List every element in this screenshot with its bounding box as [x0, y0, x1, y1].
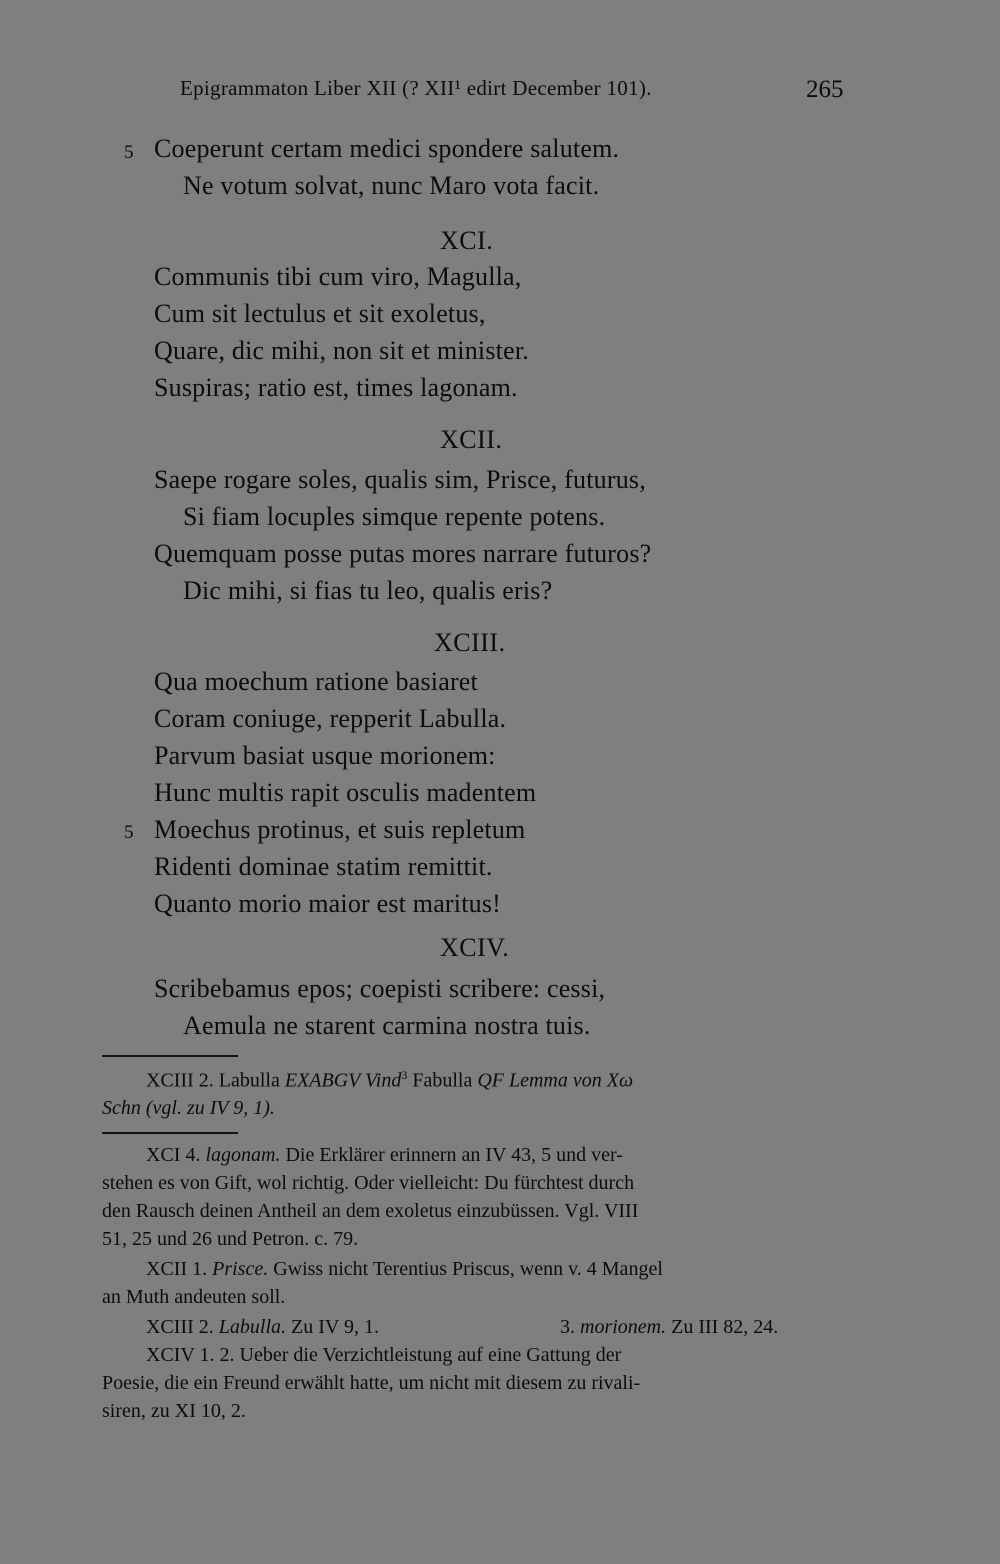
commentary-line — [146, 1258, 663, 1281]
page-number: 265 — [806, 76, 844, 103]
epigram-title: XCI. — [440, 226, 494, 255]
commentary-line: 51, 25 und 26 und Petron. c. 79. — [102, 1228, 359, 1250]
commentary-line: an Muth andeuten soll. — [102, 1286, 286, 1308]
commentary-line: XCIV 1. 2. Ueber die Verzichtleistung auf eine Gattung der — [146, 1344, 622, 1366]
superscript: 3 — [401, 1068, 408, 1082]
manuscript-sigla: EXABGV Vind — [284, 1069, 402, 1092]
verse-line: Parvum basiat usque morionem: — [154, 741, 496, 770]
commentary-line: Poesie, die ein Freund erwählt hatte, um nicht mit diesem zu rivali- — [102, 1372, 641, 1394]
verse-line: Moechus protinus, et suis repletum — [154, 815, 526, 844]
verse-line: Ne votum solvat, nunc Maro vota facit. — [183, 171, 600, 200]
line-number: 5 — [124, 142, 134, 163]
apparatus-line: Schn (vgl. zu IV 9, 1). — [102, 1097, 275, 1119]
verse-line: Quanto morio maior est maritus! — [154, 889, 502, 918]
epigram-title: XCIII. — [434, 628, 506, 657]
commentary-line: stehen es von Gift, wol richtig. Oder vielleicht: Du fürchtest durch — [102, 1172, 635, 1194]
verse-line: Saepe rogare soles, qualis sim, Prisce, futurus, — [154, 465, 646, 494]
commentary-line: siren, zu XI 10, 2. — [102, 1400, 246, 1422]
lemma: lagonam. — [205, 1144, 281, 1166]
commentary-line — [146, 1316, 379, 1339]
apparatus-text: Fabulla — [407, 1069, 478, 1092]
line-number: 5 — [124, 822, 134, 843]
verse-line: Dic mihi, si fias tu leo, qualis eris? — [183, 576, 553, 605]
commentary-line — [560, 1316, 778, 1339]
verse-line: Aemula ne starent carmina nostra tuis. — [183, 1011, 591, 1040]
apparatus-line — [146, 1068, 633, 1093]
lemma: Labulla. — [218, 1316, 287, 1338]
verse-line: Qua moechum ratione basiaret — [154, 667, 478, 696]
commentary-text: Die Erklärer erinnern an IV 43, 5 und ver- — [280, 1144, 623, 1166]
commentary-line: den Rausch deinen Antheil an dem exoletus einzubüssen. Vgl. VIII — [102, 1200, 639, 1222]
verse-line: Scribebamus epos; coepisti scribere: cessi, — [154, 974, 606, 1003]
footnote-rule — [102, 1132, 238, 1134]
running-title: Epigrammaton Liber XII (? XII¹ edirt December 101). — [180, 76, 652, 100]
verse-line: Si fiam locuples simque repente potens. — [183, 502, 606, 531]
commentary-ref: 3. — [560, 1316, 580, 1338]
footnote-rule — [102, 1055, 238, 1057]
commentary-ref: XCIII 2. — [146, 1316, 219, 1338]
commentary-text: Zu III 82, 24. — [666, 1316, 779, 1338]
epigram-title: XCIV. — [440, 933, 510, 962]
verse-line: Ridenti dominae statim remittit. — [154, 852, 493, 881]
verse-line: Quare, dic mihi, non sit et minister. — [154, 336, 529, 365]
epigram-title: XCII. — [440, 425, 503, 454]
commentary-text: Zu IV 9, 1. — [286, 1316, 379, 1338]
verse-line: Cum sit lectulus et sit exoletus, — [154, 299, 486, 328]
apparatus-text: XCIII 2. Labulla — [146, 1069, 285, 1092]
commentary-ref: XCI 4. — [146, 1144, 206, 1166]
lemma: morionem. — [580, 1316, 667, 1338]
commentary-ref: XCII 1. — [146, 1258, 213, 1280]
manuscript-sigla: QF Lemma von Xω — [477, 1069, 634, 1092]
verse-line: Coram coniuge, repperit Labulla. — [154, 704, 507, 733]
commentary-line — [146, 1144, 623, 1167]
verse-line: Quemquam posse putas mores narrare futuros? — [154, 539, 652, 568]
lemma: Prisce. — [212, 1258, 269, 1280]
verse-line: Suspiras; ratio est, times lagonam. — [154, 373, 518, 402]
verse-line: Hunc multis rapit osculis madentem — [154, 778, 537, 807]
verse-line: Communis tibi cum viro, Magulla, — [154, 262, 522, 291]
commentary-text: Gwiss nicht Terentius Priscus, wenn v. 4 Mangel — [268, 1258, 663, 1280]
verse-line: Coeperunt certam medici spondere salutem. — [154, 134, 620, 163]
